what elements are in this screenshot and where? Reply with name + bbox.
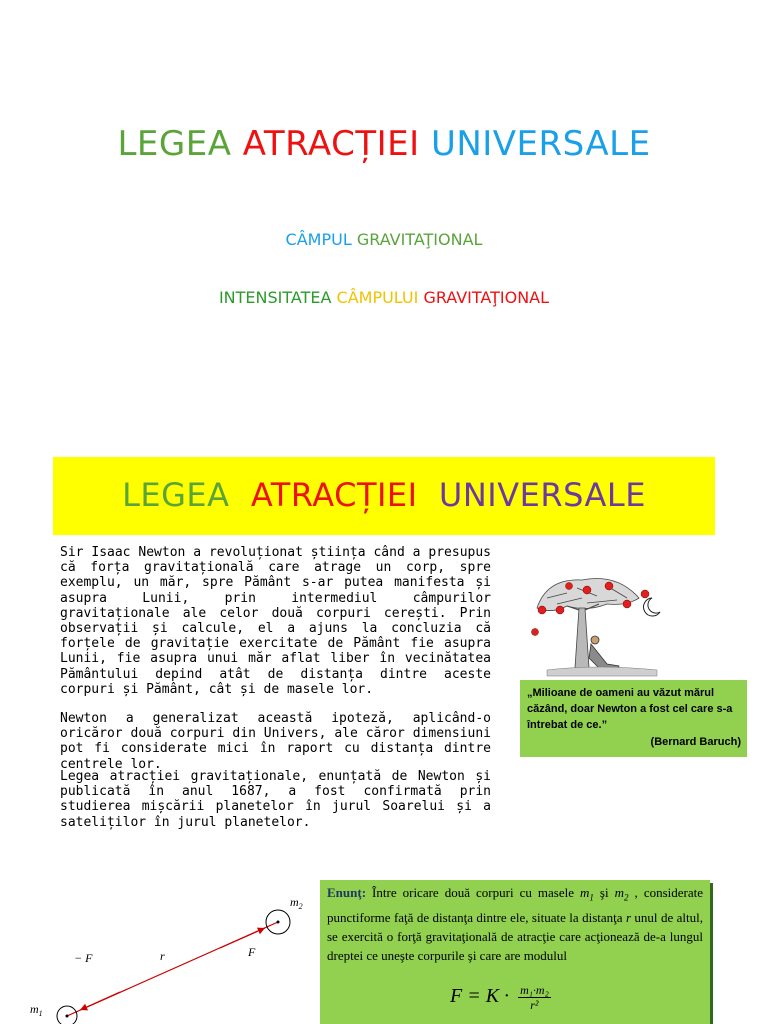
banner-title-part-1: LEGEA [122,476,251,514]
law-statement-text [327,883,703,965]
formula-denominator: r² [530,998,539,1012]
statement-m1: $m_1$ [580,885,594,903]
formula-numerator: m₁·m₂ [520,983,549,997]
paragraph-generalization: Newton a generalizat această ipoteză, aplicând-o oricăror două corpuri din Univers, ale căror dimensiuni pot fi considerate mici în raport cu distanța dintre centrele lor. [60,711,491,772]
force-arrow-minus-F [80,992,120,1010]
ground [547,667,657,676]
title-banner [53,457,715,535]
cover-subtitle-1 [0,229,768,251]
quote-author: (Bernard Baruch) [650,736,741,748]
banner-title-part-3: UNIVERSALE [438,476,646,514]
cover-title-part-1: LEGEA [117,124,243,164]
mass-2-label: $m_2$ [290,895,303,911]
subtitle2-part-1: INTENSITATEA [218,288,337,307]
subtitle2-part-3: GRAVITAŢIONAL [423,288,550,307]
formula-fraction [518,983,551,1012]
law-statement-box [320,880,710,1024]
newton-figure [589,636,619,672]
cover-title-part-3: UNIVERSALE [430,124,651,164]
statement-m2: $m_2$ [614,885,629,903]
force-arrow-F [220,928,265,948]
paragraph-law-confirmation: Legea atracției gravitaționale, enunțată de Newton și publicată în anul 1687, a fost confirmată prin studierea mișcării planetelor în jurul Soarelui și a sateliților în jurul planetelor. [60,769,491,830]
moon-icon [644,598,660,616]
distance-label-r: r [160,949,165,963]
mass-1-label: $m_1$ [30,1002,43,1018]
cover-title-part-2: ATRACȚIEI [242,124,431,164]
banner-title [53,475,715,515]
banner-title-part-2: ATRACȚIEI [250,476,439,514]
cover-title [0,122,768,166]
statement-part-1: Între oricare două corpuri cu masele [366,885,580,900]
mass-2-point [277,921,280,924]
force-label-F: F [248,945,256,959]
mass-1-point [66,1015,69,1018]
formula-lhs: F = K · [450,985,510,1008]
gravitation-two-masses-diagram [20,880,320,1024]
subtitle1-part-2: GRAVITAŢIONAL [356,230,483,249]
statement-part-2: , considerate punctiforme faţă de distanţa dintre ele, situate la distanţa [327,885,704,925]
subtitle1-part-1: CÂMPUL [285,230,357,249]
statement-r: r [625,909,631,925]
newton-apple-tree-illustration [527,568,667,680]
paragraph-newton-hypothesis: Sir Isaac Newton a revoluționat știința când a presupus că forța gravitațională care atrage un corp, spre exemplu, un măr, spre Pământ s-ar putea manifesta și asupra Lunii, prin intermediul câmpurilor gravitaționale ale celor două corpuri cerești. Prin observații și calcule, el a ajuns la concluzia că forțele de gravitație exercitate de Pământ fie asupra Lunii, fie asupra unui măr aflat liber în vecinătatea Pământului depind atât de distanța dintre aceste corpuri și Pământ, cât și de masele lor. [60,545,491,697]
subtitle2-part-2: CÂMPULUI [336,288,424,307]
quote-text: „Milioane de oameni au văzut mărul căzând, doar Newton a fost cel care s-a întrebat de ce.” [527,687,733,731]
statement-and: şi [593,885,615,900]
cover-subtitle-2 [0,287,768,309]
force-label-minus-F: − F [74,951,93,965]
quote-box [520,680,747,757]
statement-part-3: unul de altul, se exercită o forţă gravitaţională de atracţie care acţionează de-a lungul dreptei ce uneşte corpurile şi care are modulul [327,909,703,963]
gravitation-formula [450,983,650,1017]
statement-label: Enunţ: [327,885,367,900]
